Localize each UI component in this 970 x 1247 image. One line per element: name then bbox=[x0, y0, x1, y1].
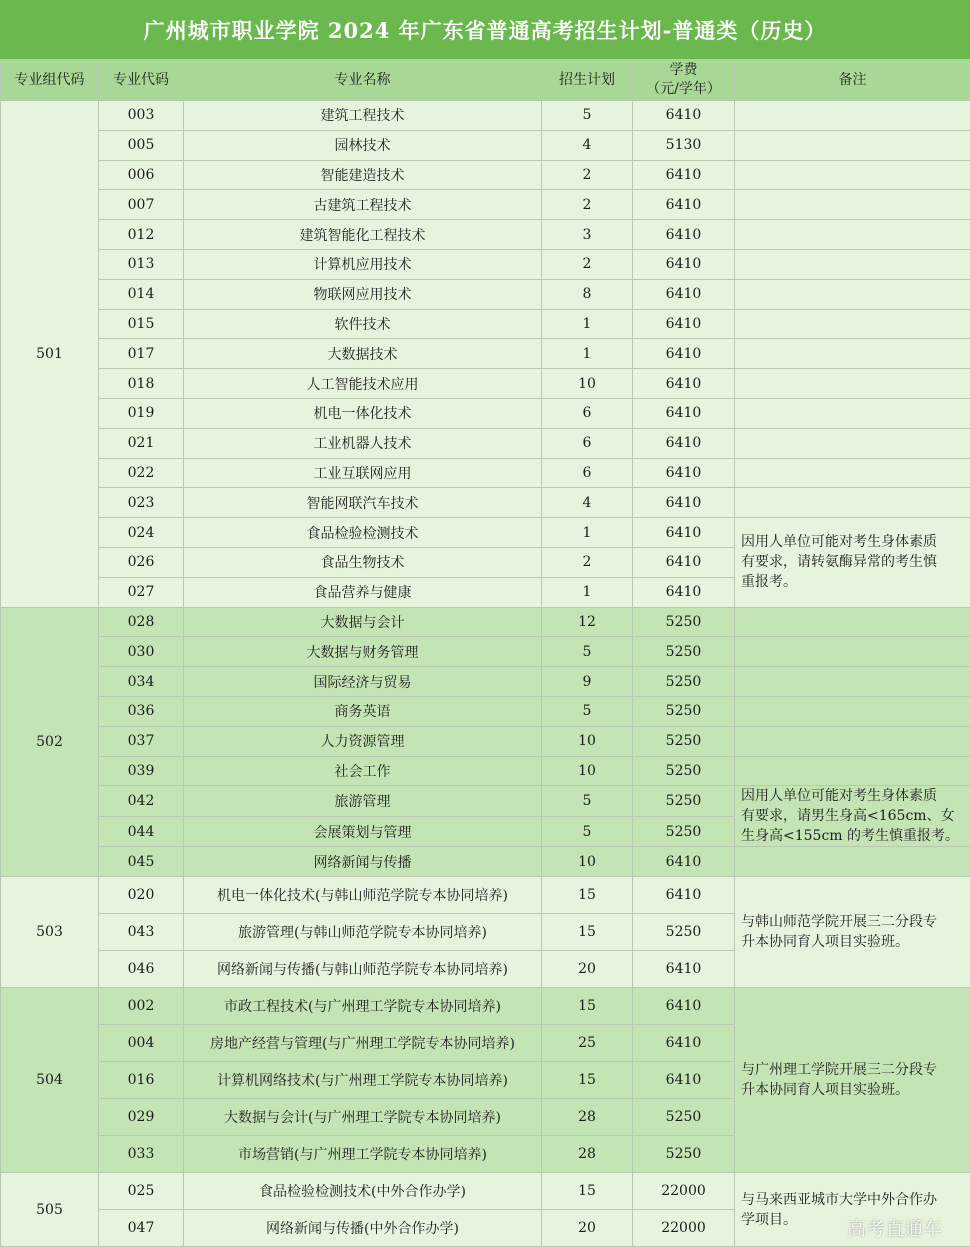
major-code-cell: 037 bbox=[99, 726, 184, 756]
fee-cell: 6410 bbox=[633, 547, 735, 577]
remark-cell: 与马来西亚城市大学中外合作办 学项目。 bbox=[735, 1173, 970, 1247]
fee-cell: 5250 bbox=[633, 637, 735, 667]
remark-cell bbox=[735, 369, 970, 399]
major-code-cell: 012 bbox=[99, 220, 184, 250]
plan-cell: 2 bbox=[542, 249, 633, 279]
fee-cell: 6410 bbox=[633, 577, 735, 607]
plan-cell: 25 bbox=[542, 1025, 633, 1062]
remark-cell bbox=[735, 458, 970, 488]
table-row bbox=[1, 877, 970, 914]
major-name-cell: 园林技术 bbox=[184, 130, 542, 160]
major-code-cell: 045 bbox=[99, 847, 184, 877]
major-code-cell: 007 bbox=[99, 190, 184, 220]
fee-cell: 6410 bbox=[633, 488, 735, 518]
plan-cell: 1 bbox=[542, 518, 633, 548]
major-code-cell: 024 bbox=[99, 518, 184, 548]
watermark: 高考直通车 bbox=[846, 1218, 942, 1240]
major-name-cell: 软件技术 bbox=[184, 309, 542, 339]
remark-cell bbox=[735, 339, 970, 369]
plan-cell: 28 bbox=[542, 1136, 633, 1173]
table-row bbox=[1, 190, 970, 220]
remark-cell bbox=[735, 847, 970, 877]
major-code-cell: 043 bbox=[99, 914, 184, 951]
fee-cell: 5250 bbox=[633, 726, 735, 756]
major-code-cell: 033 bbox=[99, 1136, 184, 1173]
plan-cell: 28 bbox=[542, 1099, 633, 1136]
table-header-row bbox=[1, 60, 970, 101]
major-name-cell: 网络新闻与传播 bbox=[184, 847, 542, 877]
major-name-cell: 网络新闻与传播(与韩山师范学院专本协同培养) bbox=[184, 951, 542, 988]
fee-cell: 6410 bbox=[633, 369, 735, 399]
major-code-cell: 028 bbox=[99, 607, 184, 637]
table-row bbox=[1, 726, 970, 756]
table-row bbox=[1, 398, 970, 428]
header-fee bbox=[633, 60, 735, 101]
major-name-cell: 计算机应用技术 bbox=[184, 249, 542, 279]
remark-cell bbox=[735, 726, 970, 756]
fee-cell: 5250 bbox=[633, 914, 735, 951]
major-name-cell: 食品营养与健康 bbox=[184, 577, 542, 607]
major-name-cell: 旅游管理 bbox=[184, 786, 542, 817]
fee-cell: 6410 bbox=[633, 279, 735, 309]
fee-cell: 6410 bbox=[633, 190, 735, 220]
major-code-cell: 016 bbox=[99, 1062, 184, 1099]
major-code-cell: 044 bbox=[99, 816, 184, 847]
major-code-cell: 046 bbox=[99, 951, 184, 988]
table-row bbox=[1, 220, 970, 250]
remark-cell bbox=[735, 101, 970, 131]
remark-cell: 因用人单位可能对考生身体素质 有要求，请男生身高<165cm、女 生身高<155cm 的考生慎重报考。 bbox=[735, 786, 970, 847]
table-row bbox=[1, 160, 970, 190]
table-row bbox=[1, 667, 970, 697]
major-name-cell: 房地产经营与管理(与广州理工学院专本协同培养) bbox=[184, 1025, 542, 1062]
plan-cell: 5 bbox=[542, 786, 633, 817]
plan-cell: 15 bbox=[542, 877, 633, 914]
group-code-cell: 505 bbox=[1, 1173, 99, 1247]
plan-cell: 5 bbox=[542, 696, 633, 726]
table-row bbox=[1, 249, 970, 279]
fee-cell: 22000 bbox=[633, 1210, 735, 1247]
major-code-cell: 006 bbox=[99, 160, 184, 190]
fee-cell: 5250 bbox=[633, 816, 735, 847]
major-code-cell: 005 bbox=[99, 130, 184, 160]
table-row bbox=[1, 279, 970, 309]
major-code-cell: 021 bbox=[99, 428, 184, 458]
plan-cell: 5 bbox=[542, 816, 633, 847]
major-code-cell: 019 bbox=[99, 398, 184, 428]
major-name-cell: 大数据与会计 bbox=[184, 607, 542, 637]
remark-cell bbox=[735, 428, 970, 458]
major-name-cell: 智能建造技术 bbox=[184, 160, 542, 190]
remark-cell bbox=[735, 667, 970, 697]
major-name-cell: 市场营销(与广州理工学院专本协同培养) bbox=[184, 1136, 542, 1173]
table-row bbox=[1, 607, 970, 637]
remark-cell bbox=[735, 607, 970, 637]
plan-cell: 2 bbox=[542, 547, 633, 577]
remark-cell bbox=[735, 130, 970, 160]
major-name-cell: 工业机器人技术 bbox=[184, 428, 542, 458]
remark-cell bbox=[735, 190, 970, 220]
remark-cell: 与广州理工学院开展三二分段专 升本协同育人项目实验班。 bbox=[735, 988, 970, 1173]
plan-cell: 2 bbox=[542, 160, 633, 190]
fee-cell: 6410 bbox=[633, 847, 735, 877]
table-row bbox=[1, 786, 970, 817]
major-name-cell: 商务英语 bbox=[184, 696, 542, 726]
major-name-cell: 计算机网络技术(与广州理工学院专本协同培养) bbox=[184, 1062, 542, 1099]
header-remark: 备注 bbox=[735, 60, 970, 101]
enrollment-plan-table bbox=[0, 59, 970, 1247]
remark-cell: 因用人单位可能对考生身体素质 有要求，请转氨酶异常的考生慎 重报考。 bbox=[735, 518, 970, 607]
major-code-cell: 022 bbox=[99, 458, 184, 488]
fee-cell: 6410 bbox=[633, 398, 735, 428]
plan-cell: 20 bbox=[542, 951, 633, 988]
remark-cell bbox=[735, 309, 970, 339]
header-major-name: 专业名称 bbox=[184, 60, 542, 101]
fee-cell: 6410 bbox=[633, 518, 735, 548]
major-name-cell: 智能网联汽车技术 bbox=[184, 488, 542, 518]
remark-cell bbox=[735, 398, 970, 428]
fee-cell: 6410 bbox=[633, 1062, 735, 1099]
plan-cell: 10 bbox=[542, 847, 633, 877]
major-name-cell: 建筑智能化工程技术 bbox=[184, 220, 542, 250]
major-code-cell: 014 bbox=[99, 279, 184, 309]
table-row bbox=[1, 309, 970, 339]
plan-cell: 12 bbox=[542, 607, 633, 637]
fee-cell: 5250 bbox=[633, 696, 735, 726]
plan-cell: 5 bbox=[542, 101, 633, 131]
remark-cell bbox=[735, 637, 970, 667]
fee-cell: 6410 bbox=[633, 101, 735, 131]
fee-cell: 6410 bbox=[633, 458, 735, 488]
plan-cell: 1 bbox=[542, 577, 633, 607]
major-code-cell: 004 bbox=[99, 1025, 184, 1062]
plan-cell: 3 bbox=[542, 220, 633, 250]
plan-cell: 15 bbox=[542, 1062, 633, 1099]
plan-cell: 2 bbox=[542, 190, 633, 220]
major-name-cell: 工业互联网应用 bbox=[184, 458, 542, 488]
major-code-cell: 023 bbox=[99, 488, 184, 518]
fee-cell: 6410 bbox=[633, 428, 735, 458]
major-code-cell: 003 bbox=[99, 101, 184, 131]
major-code-cell: 030 bbox=[99, 637, 184, 667]
plan-cell: 10 bbox=[542, 756, 633, 786]
group-code-cell: 504 bbox=[1, 988, 99, 1173]
fee-cell: 6410 bbox=[633, 951, 735, 988]
fee-cell: 6410 bbox=[633, 1025, 735, 1062]
remark-cell bbox=[735, 160, 970, 190]
major-name-cell: 会展策划与管理 bbox=[184, 816, 542, 847]
plan-cell: 6 bbox=[542, 398, 633, 428]
major-name-cell: 国际经济与贸易 bbox=[184, 667, 542, 697]
major-code-cell: 034 bbox=[99, 667, 184, 697]
major-name-cell: 古建筑工程技术 bbox=[184, 190, 542, 220]
table-row bbox=[1, 458, 970, 488]
major-name-cell: 旅游管理(与韩山师范学院专本协同培养) bbox=[184, 914, 542, 951]
fee-cell: 6410 bbox=[633, 249, 735, 279]
plan-cell: 8 bbox=[542, 279, 633, 309]
major-code-cell: 015 bbox=[99, 309, 184, 339]
plan-cell: 10 bbox=[542, 726, 633, 756]
major-code-cell: 013 bbox=[99, 249, 184, 279]
fee-cell: 5250 bbox=[633, 667, 735, 697]
remark-cell bbox=[735, 249, 970, 279]
major-name-cell: 大数据与会计(与广州理工学院专本协同培养) bbox=[184, 1099, 542, 1136]
major-code-cell: 029 bbox=[99, 1099, 184, 1136]
major-code-cell: 026 bbox=[99, 547, 184, 577]
remark-cell: 与韩山师范学院开展三二分段专 升本协同育人项目实验班。 bbox=[735, 877, 970, 988]
table-row bbox=[1, 339, 970, 369]
plan-cell: 15 bbox=[542, 914, 633, 951]
plan-cell: 15 bbox=[542, 988, 633, 1025]
plan-cell: 1 bbox=[542, 309, 633, 339]
header-fee-line2: （元/学年） bbox=[646, 81, 721, 97]
major-name-cell: 机电一体化技术(与韩山师范学院专本协同培养) bbox=[184, 877, 542, 914]
remark-cell bbox=[735, 279, 970, 309]
table-row bbox=[1, 1173, 970, 1210]
major-name-cell: 建筑工程技术 bbox=[184, 101, 542, 131]
fee-cell: 5250 bbox=[633, 607, 735, 637]
major-name-cell: 食品检验检测技术 bbox=[184, 518, 542, 548]
page-title: 广州城市职业学院 2024 年广东省普通高考招生计划-普通类（历史） bbox=[0, 0, 970, 59]
major-name-cell: 网络新闻与传播(中外合作办学) bbox=[184, 1210, 542, 1247]
table-row bbox=[1, 637, 970, 667]
plan-cell: 15 bbox=[542, 1173, 633, 1210]
major-name-cell: 机电一体化技术 bbox=[184, 398, 542, 428]
plan-cell: 4 bbox=[542, 130, 633, 160]
fee-cell: 6410 bbox=[633, 988, 735, 1025]
fee-cell: 6410 bbox=[633, 877, 735, 914]
group-code-cell: 501 bbox=[1, 101, 99, 608]
major-name-cell: 人力资源管理 bbox=[184, 726, 542, 756]
header-fee-line1: 学费 bbox=[669, 62, 698, 78]
plan-cell: 4 bbox=[542, 488, 633, 518]
major-code-cell: 025 bbox=[99, 1173, 184, 1210]
plan-cell: 5 bbox=[542, 637, 633, 667]
fee-cell: 6410 bbox=[633, 220, 735, 250]
header-plan: 招生计划 bbox=[542, 60, 633, 101]
fee-cell: 6410 bbox=[633, 309, 735, 339]
header-major-code: 专业代码 bbox=[99, 60, 184, 101]
major-name-cell: 食品检验检测技术(中外合作办学) bbox=[184, 1173, 542, 1210]
group-code-cell: 503 bbox=[1, 877, 99, 988]
plan-cell: 6 bbox=[542, 458, 633, 488]
major-name-cell: 社会工作 bbox=[184, 756, 542, 786]
fee-cell: 6410 bbox=[633, 339, 735, 369]
major-name-cell: 人工智能技术应用 bbox=[184, 369, 542, 399]
major-code-cell: 036 bbox=[99, 696, 184, 726]
major-code-cell: 002 bbox=[99, 988, 184, 1025]
table-row bbox=[1, 988, 970, 1025]
plan-cell: 1 bbox=[542, 339, 633, 369]
table-row bbox=[1, 847, 970, 877]
table-row bbox=[1, 101, 970, 131]
fee-cell: 22000 bbox=[633, 1173, 735, 1210]
major-code-cell: 042 bbox=[99, 786, 184, 817]
plan-cell: 10 bbox=[542, 369, 633, 399]
major-name-cell: 大数据技术 bbox=[184, 339, 542, 369]
table-row bbox=[1, 488, 970, 518]
remark-cell bbox=[735, 488, 970, 518]
fee-cell: 5250 bbox=[633, 756, 735, 786]
table-row bbox=[1, 696, 970, 726]
plan-cell: 9 bbox=[542, 667, 633, 697]
fee-cell: 5130 bbox=[633, 130, 735, 160]
remark-cell bbox=[735, 756, 970, 786]
plan-cell: 6 bbox=[542, 428, 633, 458]
plan-cell: 20 bbox=[542, 1210, 633, 1247]
major-code-cell: 017 bbox=[99, 339, 184, 369]
fee-cell: 5250 bbox=[633, 786, 735, 817]
major-code-cell: 047 bbox=[99, 1210, 184, 1247]
remark-cell bbox=[735, 696, 970, 726]
major-code-cell: 018 bbox=[99, 369, 184, 399]
major-name-cell: 市政工程技术(与广州理工学院专本协同培养) bbox=[184, 988, 542, 1025]
table-row bbox=[1, 518, 970, 548]
group-code-cell: 502 bbox=[1, 607, 99, 877]
fee-cell: 5250 bbox=[633, 1136, 735, 1173]
major-name-cell: 物联网应用技术 bbox=[184, 279, 542, 309]
major-name-cell: 大数据与财务管理 bbox=[184, 637, 542, 667]
table-row bbox=[1, 756, 970, 786]
header-group-code: 专业组代码 bbox=[1, 60, 99, 101]
table-row bbox=[1, 428, 970, 458]
major-code-cell: 027 bbox=[99, 577, 184, 607]
major-name-cell: 食品生物技术 bbox=[184, 547, 542, 577]
fee-cell: 6410 bbox=[633, 160, 735, 190]
remark-cell bbox=[735, 220, 970, 250]
fee-cell: 5250 bbox=[633, 1099, 735, 1136]
major-code-cell: 020 bbox=[99, 877, 184, 914]
table-row bbox=[1, 130, 970, 160]
major-code-cell: 039 bbox=[99, 756, 184, 786]
table-row bbox=[1, 369, 970, 399]
